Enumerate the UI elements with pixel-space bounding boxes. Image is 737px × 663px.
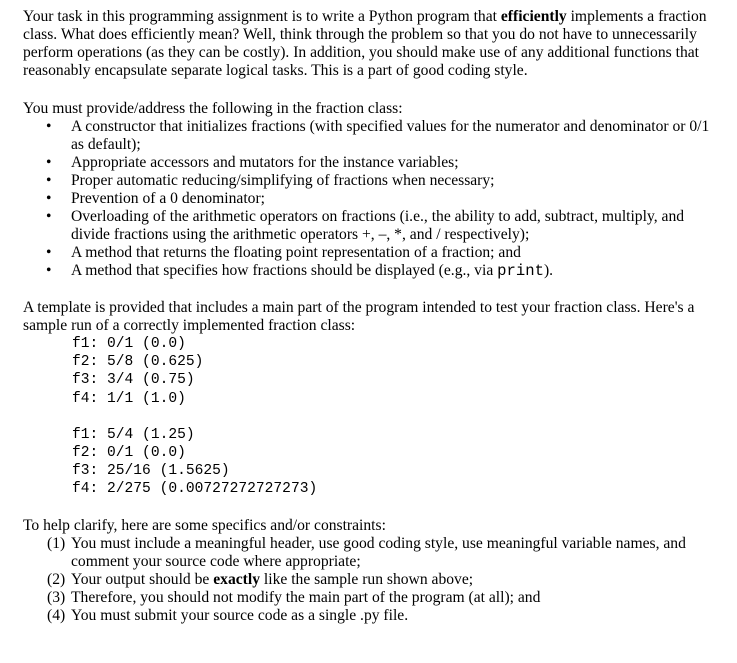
requirement-item	[23, 172, 723, 190]
sample-output-line: f4: 2/275 (0.00727272727273)	[72, 481, 318, 498]
bullet-icon: •	[46, 262, 52, 279]
requirement-text: A method that returns the floating point representation of a fraction; and	[71, 244, 521, 261]
template-section	[23, 299, 723, 499]
bullet-icon: •	[46, 244, 52, 261]
specifics-heading: To help clarify, here are some specifics and/or constraints:	[23, 516, 386, 534]
specific-emphasis: exactly	[213, 570, 261, 588]
requirements-heading: You must provide/address the following in the fraction class:	[23, 100, 403, 117]
specifics-section	[23, 517, 723, 625]
sample-output-line: f1: 0/1 (0.0)	[72, 336, 186, 352]
bullet-icon: •	[46, 208, 52, 225]
requirement-item	[23, 190, 723, 208]
requirement-item	[23, 154, 723, 172]
requirements-list	[23, 118, 723, 280]
sample-output-line: f1: 5/4 (1.25)	[72, 426, 195, 443]
specific-item	[23, 535, 723, 571]
specific-text: Your output should be	[71, 570, 214, 588]
sample-output-line: f4: 1/1 (1.0)	[72, 390, 186, 407]
intro-text-end: implements a fraction class. What does efficiently mean? Well, think through the problem so that you do not have to unnecessarily perform operations (as they can be costly). In addition, you should make use of any additional functions that reasonably encapsulate separate logical tasks. This is a part of good coding style.	[23, 8, 707, 79]
requirement-text: A method that specifies how fractions should be displayed (e.g., via	[71, 262, 498, 279]
requirement-text: Appropriate accessors and mutators for the instance variables;	[71, 154, 459, 171]
sample-output-line: f2: 0/1 (0.0)	[72, 444, 186, 461]
requirements-section	[23, 100, 723, 280]
specific-item	[23, 607, 723, 625]
item-number: (3)	[47, 588, 66, 606]
intro-emphasis: efficiently	[500, 8, 567, 25]
specific-text-suffix: like the sample run shown above;	[260, 570, 474, 588]
requirement-text: Prevention of a 0 denominator;	[71, 190, 266, 207]
sample-output-line: f2: 5/8 (0.625)	[72, 354, 204, 371]
sample-output	[23, 335, 723, 499]
requirement-item	[23, 262, 723, 280]
item-number: (2)	[47, 570, 66, 588]
item-number: (1)	[47, 534, 66, 552]
requirement-text: Proper automatic reducing/simplifying of fractions when necessary;	[71, 172, 495, 189]
specific-text: You must include a meaningful header, use good coding style, use meaningful variable names, and comment your source code where appropriate;	[71, 534, 686, 570]
intro-text-start: Your task in this programming assignment is to write a Python program that	[23, 8, 501, 25]
specific-text: You must submit your source code as a single .py file.	[71, 606, 409, 624]
sample-output-line: f3: 25/16 (1.5625)	[72, 463, 230, 480]
sample-output-spacer	[72, 408, 723, 426]
bullet-icon: •	[46, 118, 52, 135]
print-code: print	[497, 262, 544, 280]
specifics-list	[23, 535, 723, 625]
specific-text: Therefore, you should not modify the main part of the program (at all); and	[71, 588, 541, 606]
specific-item	[23, 571, 723, 589]
requirement-text: A constructor that initializes fractions (with specified values for the numerator and denominator or 0/1 as default);	[71, 118, 710, 153]
template-description: A template is provided that includes a main part of the program intended to test your fraction class. Here's a sample run of a correctly implemented fraction class:	[23, 299, 695, 334]
item-number: (4)	[47, 606, 66, 624]
requirement-text: Overloading of the arithmetic operators on fractions (i.e., the ability to add, subtract, multiply, and divide fractions using the arithmetic operators +, –, *, and / respectively);	[71, 208, 685, 243]
sample-output-line: f3: 3/4 (0.75)	[72, 372, 195, 389]
requirement-item	[23, 244, 723, 262]
intro-paragraph	[23, 8, 723, 80]
bullet-icon: •	[46, 190, 52, 207]
requirement-text-suffix: ).	[543, 262, 554, 279]
requirement-item	[23, 208, 723, 244]
bullet-icon: •	[46, 172, 52, 189]
assignment-document	[23, 8, 723, 625]
specific-item	[23, 589, 723, 607]
requirement-item	[23, 118, 723, 154]
bullet-icon: •	[46, 154, 52, 171]
